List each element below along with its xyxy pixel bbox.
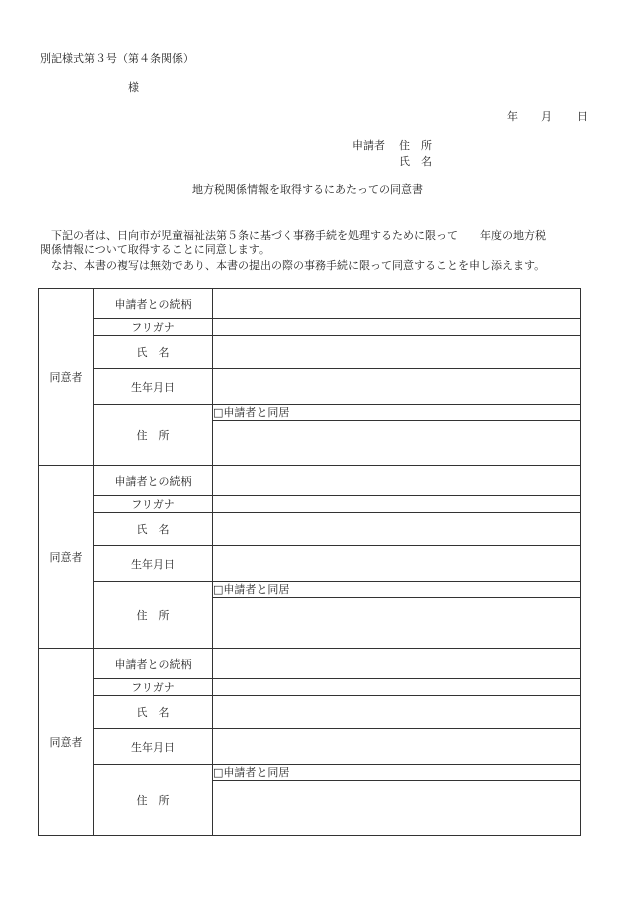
name-label: 氏 名 bbox=[94, 336, 213, 369]
name-label: 氏 名 bbox=[94, 513, 213, 546]
applicant-label: 申請者 bbox=[352, 139, 385, 152]
furigana-field[interactable] bbox=[213, 319, 581, 336]
table-row bbox=[39, 649, 581, 679]
relation-field[interactable] bbox=[213, 466, 581, 496]
recipient-suffix: 様 bbox=[128, 81, 139, 94]
address-label: 住 所 bbox=[94, 582, 213, 649]
form-number: 別記様式第３号（第４条関係） bbox=[40, 52, 194, 65]
cohabit-checkbox[interactable]: □申請者と同居 bbox=[213, 582, 581, 598]
table-row bbox=[39, 289, 581, 319]
table-row bbox=[39, 336, 581, 369]
month-label: 月 bbox=[541, 110, 552, 123]
birthdate-label: 生年月日 bbox=[94, 546, 213, 582]
cohabit-checkbox[interactable]: □申請者と同居 bbox=[213, 405, 581, 421]
birthdate-label: 生年月日 bbox=[94, 369, 213, 405]
furigana-label: フリガナ bbox=[94, 679, 213, 696]
table-row bbox=[39, 696, 581, 729]
relation-field[interactable] bbox=[213, 649, 581, 679]
birthdate-label: 生年月日 bbox=[94, 729, 213, 765]
table-row bbox=[39, 369, 581, 405]
birthdate-field[interactable] bbox=[213, 369, 581, 405]
cohabit-checkbox[interactable]: □申請者と同居 bbox=[213, 765, 581, 781]
paragraph-1-line-1: 下記の者は、日向市が児童福祉法第５条に基づく事務手続を処理するために限って 年度の地方税 bbox=[51, 229, 546, 242]
consent-person-table bbox=[38, 288, 581, 836]
furigana-label: フリガナ bbox=[94, 319, 213, 336]
table-row bbox=[39, 405, 581, 421]
name-field[interactable] bbox=[213, 513, 581, 546]
paragraph-1-line-2: 関係情報について取得することに同意します。 bbox=[40, 243, 270, 256]
furigana-field[interactable] bbox=[213, 496, 581, 513]
address-label: 住 所 bbox=[94, 405, 213, 466]
table-row bbox=[39, 765, 581, 781]
applicant-name-label: 氏 名 bbox=[399, 155, 432, 168]
birthdate-field[interactable] bbox=[213, 546, 581, 582]
table-row bbox=[39, 513, 581, 546]
consenter-label: 同意者 bbox=[39, 289, 94, 466]
address-field[interactable] bbox=[213, 421, 581, 466]
table-row bbox=[39, 496, 581, 513]
consenter-label: 同意者 bbox=[39, 466, 94, 649]
year-label: 年 bbox=[507, 110, 518, 123]
table-row bbox=[39, 729, 581, 765]
address-field[interactable] bbox=[213, 598, 581, 649]
relation-field[interactable] bbox=[213, 289, 581, 319]
name-field[interactable] bbox=[213, 336, 581, 369]
table-row bbox=[39, 546, 581, 582]
furigana-label: フリガナ bbox=[94, 496, 213, 513]
table-row bbox=[39, 319, 581, 336]
address-label: 住 所 bbox=[94, 765, 213, 836]
relation-label: 申請者との続柄 bbox=[94, 466, 213, 496]
table-row bbox=[39, 679, 581, 696]
applicant-address-label: 住 所 bbox=[399, 139, 432, 152]
table-row bbox=[39, 582, 581, 598]
day-label: 日 bbox=[577, 110, 588, 123]
relation-label: 申請者との続柄 bbox=[94, 649, 213, 679]
paragraph-2: なお、本書の複写は無効であり、本書の提出の際の事務手続に限って同意することを申し添えます。 bbox=[51, 259, 546, 272]
table-row bbox=[39, 466, 581, 496]
birthdate-field[interactable] bbox=[213, 729, 581, 765]
furigana-field[interactable] bbox=[213, 679, 581, 696]
consenter-label: 同意者 bbox=[39, 649, 94, 836]
name-field[interactable] bbox=[213, 696, 581, 729]
address-field[interactable] bbox=[213, 781, 581, 836]
document-title: 地方税関係情報を取得するにあたっての同意書 bbox=[192, 183, 423, 196]
relation-label: 申請者との続柄 bbox=[94, 289, 213, 319]
name-label: 氏 名 bbox=[94, 696, 213, 729]
